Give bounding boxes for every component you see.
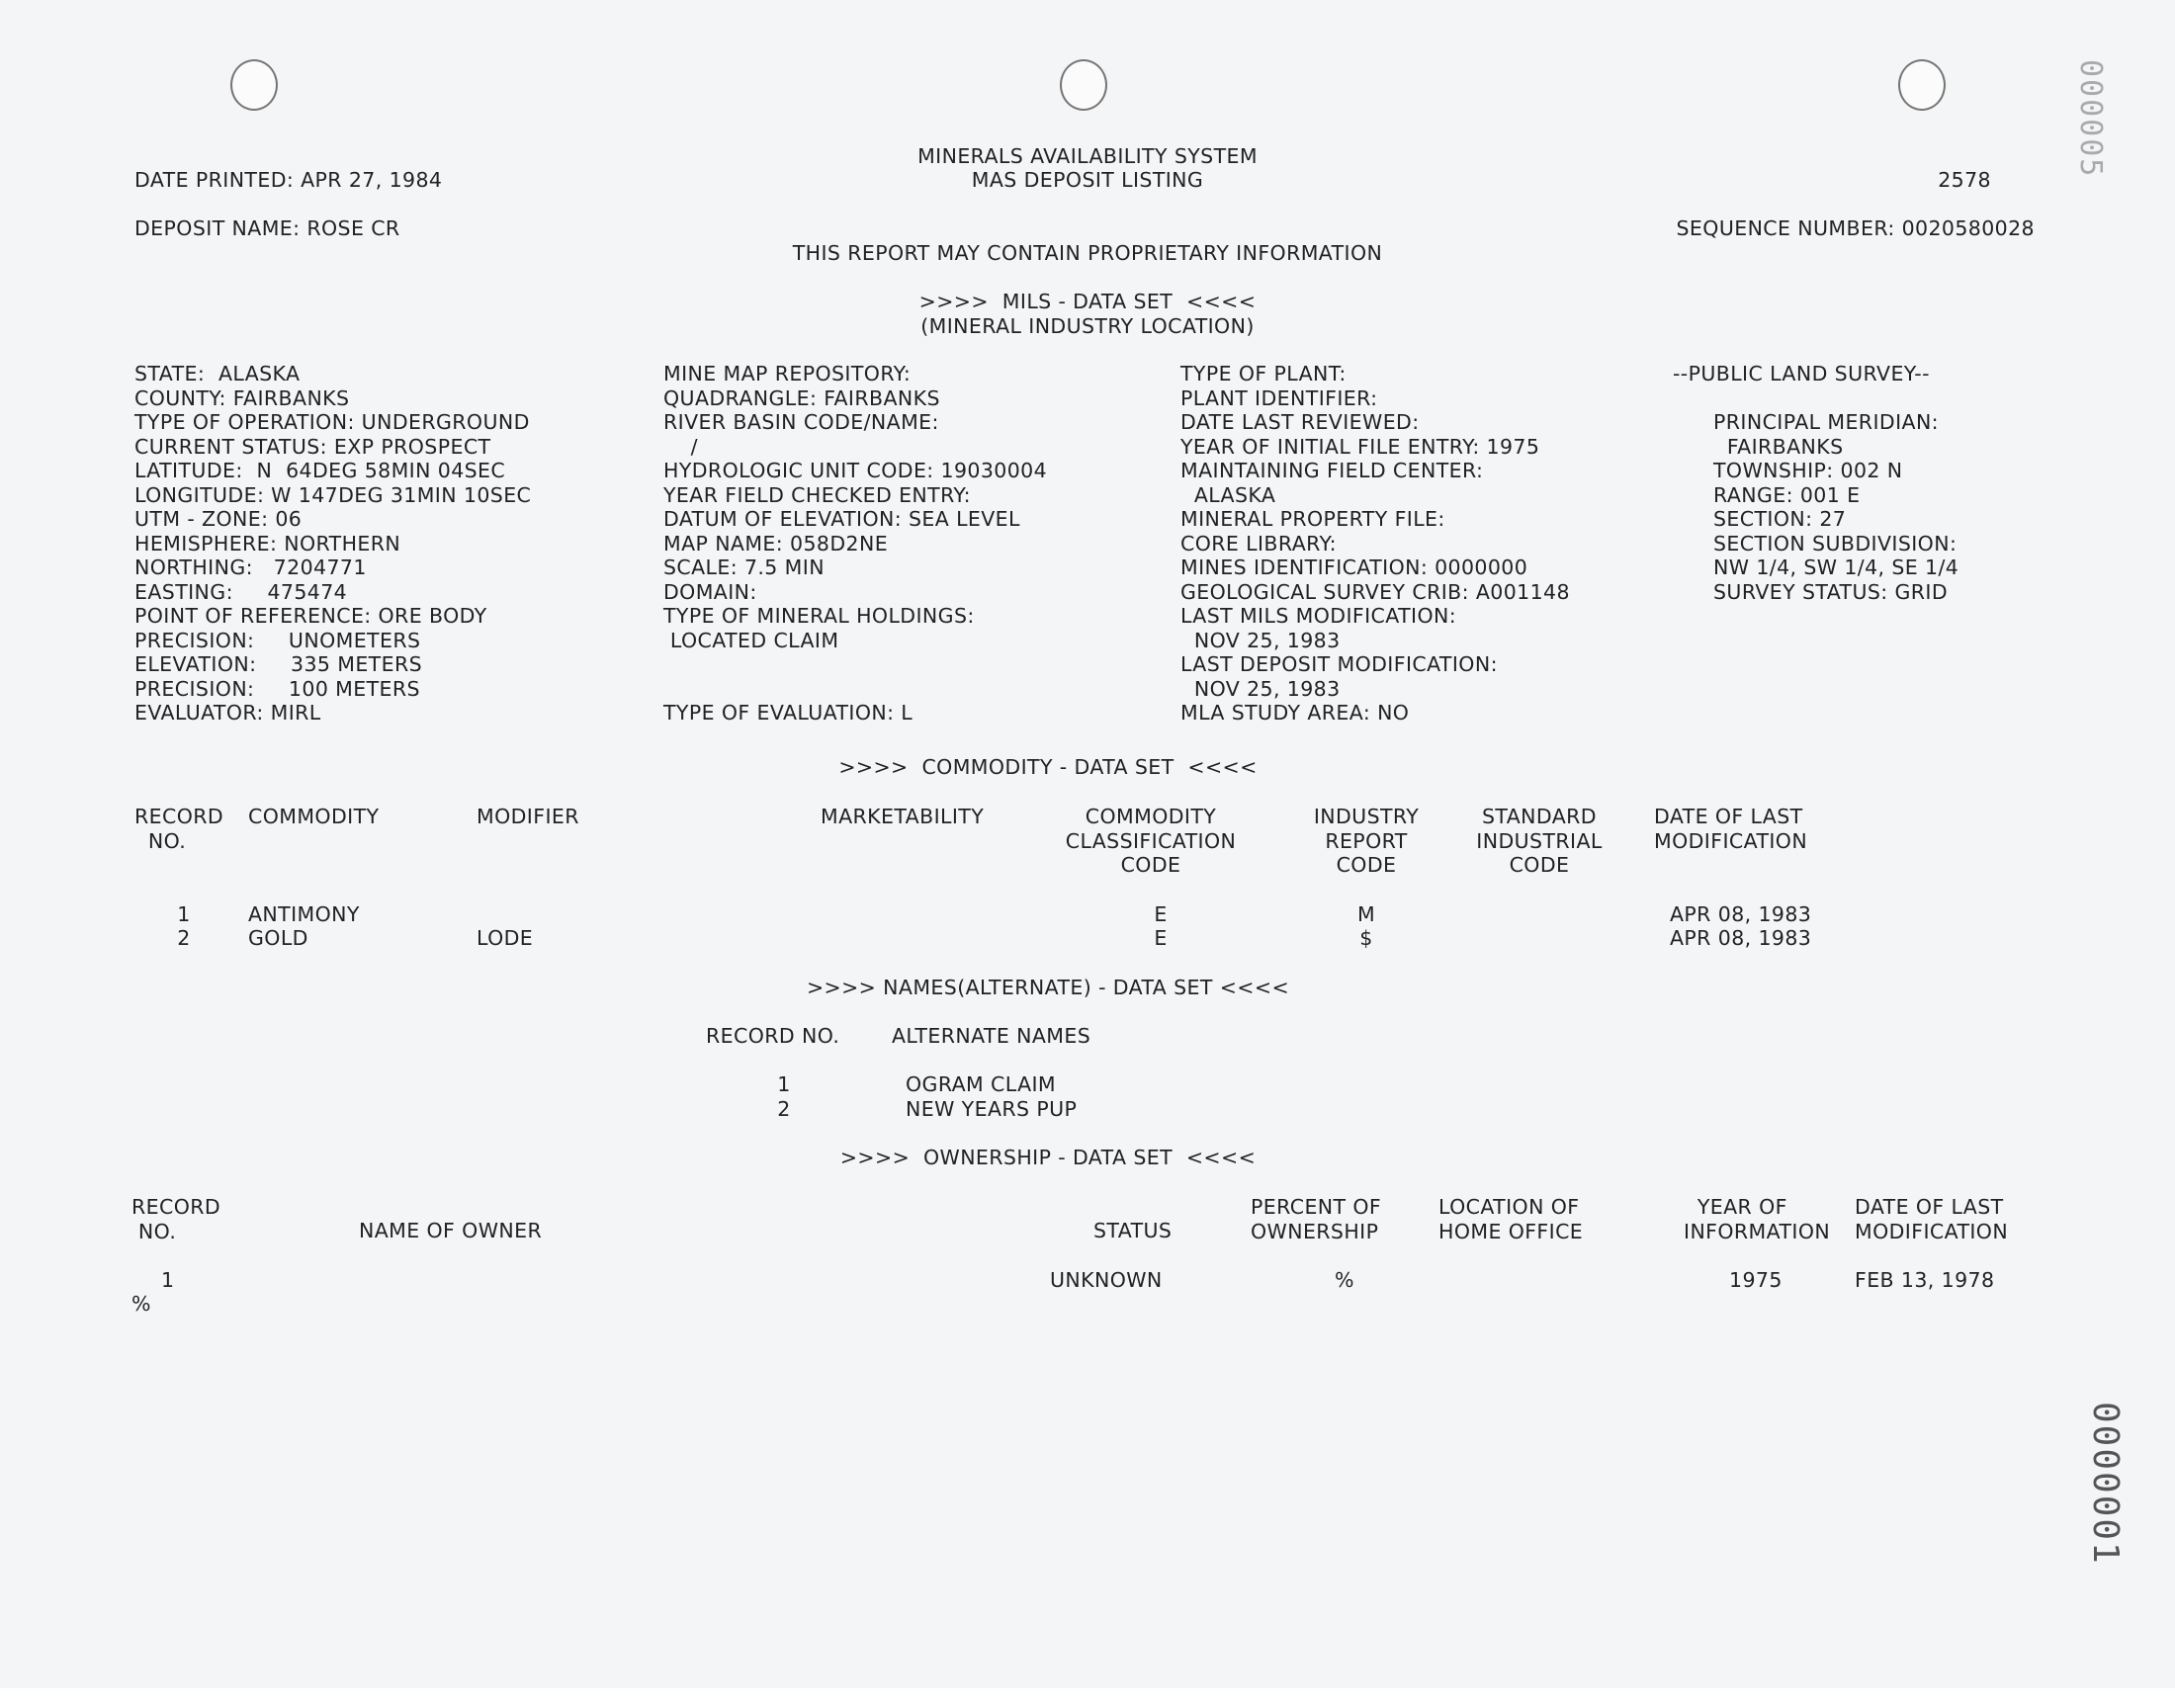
mils-field: DOMAIN: [663, 579, 757, 604]
mils-field: CORE LIBRARY: [1180, 531, 1337, 555]
mils-field: COUNTY: FAIRBANKS [134, 385, 350, 410]
commodity-title: >>>> COMMODITY - DATA SET <<<< [838, 755, 1258, 779]
public-land-survey-heading: --PUBLIC LAND SURVEY-- [1673, 362, 1930, 385]
mils-field: QUADRANGLE: FAIRBANKS [663, 385, 940, 410]
alternate-name: OGRAM CLAIM [906, 1072, 1057, 1096]
mils-field: ALASKA [1180, 482, 1276, 507]
ownership-header-status: STATUS [1093, 1219, 1173, 1242]
alternate-name: NEW YEARS PUP [906, 1097, 1078, 1121]
names-header-record: RECORD NO. [706, 1024, 840, 1048]
commodity-industry: M [1356, 902, 1376, 926]
mils-field: MINE MAP REPOSITORY: [663, 362, 912, 385]
page-number: 2578 [1938, 168, 1991, 192]
mils-field: SURVEY STATUS: GRID [1713, 579, 1949, 604]
mils-field: LATITUDE: N 64DEG 58MIN 04SEC [134, 459, 506, 482]
ownership-header-location: LOCATION OF HOME OFFICE [1438, 1195, 1584, 1243]
commodity-header-classification: COMMODITY CLASSIFICATION CODE [1065, 805, 1237, 877]
commodity-modifier: LODE [477, 926, 534, 950]
mils-field: MINES IDENTIFICATION: 0000000 [1180, 555, 1528, 579]
mils-field: NORTHING: 7204771 [134, 555, 367, 579]
names-header-names: ALTERNATE NAMES [892, 1024, 1091, 1048]
mils-field: LOCATED CLAIM [663, 628, 839, 652]
mils-field: PRECISION: UNOMETERS [134, 628, 421, 652]
mils-field: EVALUATOR: MIRL [134, 701, 321, 725]
names-title: >>>> NAMES(ALTERNATE) - DATA SET <<<< [806, 976, 1290, 999]
mils-field: PRINCIPAL MERIDIAN: [1713, 410, 1939, 434]
ownership-date: FEB 13, 1978 [1855, 1268, 1995, 1292]
punch-hole-center [1060, 59, 1107, 111]
mils-field: SECTION SUBDIVISION: [1713, 531, 1958, 555]
ownership-percent: % [1335, 1268, 1354, 1292]
commodity-header-record: RECORD NO. [134, 805, 224, 853]
mils-field: TYPE OF PLANT: [1180, 362, 1347, 385]
mils-field: NW 1/4, SW 1/4, SE 1/4 [1713, 555, 1959, 579]
ownership-header-date: DATE OF LAST MODIFICATION [1855, 1195, 2009, 1243]
ownership-header-year: YEAR OF INFORMATION [1684, 1195, 1831, 1243]
ownership-extra-percent: % [131, 1292, 151, 1316]
mils-field: DATUM OF ELEVATION: SEA LEVEL [663, 507, 1020, 531]
names-record-no: 1 [777, 1072, 791, 1096]
mils-field: PLANT IDENTIFIER: [1180, 385, 1378, 410]
ownership-header-percent: PERCENT OF OWNERSHIP [1251, 1195, 1382, 1243]
mils-field: MAP NAME: 058D2NE [663, 531, 889, 555]
commodity-record-no: 2 [177, 926, 191, 950]
mils-field: RIVER BASIN CODE/NAME: [663, 410, 939, 434]
mils-field: UTM - ZONE: 06 [134, 507, 303, 531]
date-printed: DATE PRINTED: APR 27, 1984 [134, 168, 443, 192]
mils-field: RANGE: 001 E [1713, 482, 1861, 507]
mils-field: MINERAL PROPERTY FILE: [1180, 507, 1445, 531]
mils-field: DATE LAST REVIEWED: [1180, 410, 1420, 434]
commodity-date: APR 08, 1983 [1670, 902, 1812, 926]
mils-field: YEAR FIELD CHECKED ENTRY: [663, 482, 971, 507]
mils-field: GEOLOGICAL SURVEY CRIB: A001148 [1180, 579, 1570, 604]
mils-title: >>>> MILS - DATA SET <<<< [918, 290, 1257, 313]
ownership-header-name: NAME OF OWNER [359, 1219, 543, 1242]
mils-field: LAST DEPOSIT MODIFICATION: [1180, 652, 1498, 676]
mils-field: EASTING: 475474 [134, 579, 348, 604]
mils-field: HYDROLOGIC UNIT CODE: 19030004 [663, 459, 1048, 482]
stamp-top-right: 000005 [2073, 59, 2108, 179]
commodity-date: APR 08, 1983 [1670, 926, 1812, 950]
ownership-title: >>>> OWNERSHIP - DATA SET <<<< [839, 1146, 1257, 1169]
listing-title: MAS DEPOSIT LISTING [971, 168, 1204, 192]
mils-field: ELEVATION: 335 METERS [134, 652, 423, 676]
sequence-number: SEQUENCE NUMBER: 0020580028 [1676, 216, 2035, 240]
mils-field: PRECISION: 100 METERS [134, 676, 420, 701]
mils-field: STATE: ALASKA [134, 362, 301, 385]
commodity-classification: E [1154, 902, 1168, 926]
page-edge [0, 1688, 2175, 1708]
ownership-status: UNKNOWN [1050, 1268, 1163, 1292]
mils-field: SECTION: 27 [1713, 507, 1847, 531]
mils-subtitle: (MINERAL INDUSTRY LOCATION) [920, 314, 1255, 338]
mils-field: TYPE OF EVALUATION: L [663, 701, 914, 725]
system-title: MINERALS AVAILABILITY SYSTEM [917, 144, 1258, 168]
ownership-header-record: RECORD NO. [131, 1195, 221, 1243]
names-record-no: 2 [777, 1097, 791, 1121]
mils-field: TYPE OF MINERAL HOLDINGS: [663, 604, 975, 628]
commodity-header-standard: STANDARD INDUSTRIAL CODE [1476, 805, 1603, 877]
mils-field: LAST MILS MODIFICATION: [1180, 604, 1457, 628]
mils-field: POINT OF REFERENCE: ORE BODY [134, 604, 487, 628]
mils-field: MLA STUDY AREA: NO [1180, 701, 1410, 725]
mils-field: FAIRBANKS [1713, 434, 1844, 459]
commodity-header-modifier: MODIFIER [477, 805, 579, 828]
proprietary-notice: THIS REPORT MAY CONTAIN PROPRIETARY INFORMATION [792, 241, 1383, 265]
mils-field: MAINTAINING FIELD CENTER: [1180, 459, 1484, 482]
punch-hole-left [230, 59, 278, 111]
mils-field: HEMISPHERE: NORTHERN [134, 531, 401, 555]
commodity-name: ANTIMONY [248, 902, 360, 926]
commodity-record-no: 1 [177, 902, 191, 926]
stamp-bottom-right: 0000001 [2085, 1402, 2126, 1566]
commodity-industry: $ [1359, 926, 1373, 950]
commodity-classification: E [1154, 926, 1168, 950]
mils-field: YEAR OF INITIAL FILE ENTRY: 1975 [1180, 434, 1540, 459]
deposit-name: DEPOSIT NAME: ROSE CR [134, 216, 400, 240]
punch-hole-right [1898, 59, 1946, 111]
commodity-header-industry: INDUSTRY REPORT CODE [1313, 805, 1420, 877]
ownership-year: 1975 [1729, 1268, 1783, 1292]
mils-field: SCALE: 7.5 MIN [663, 555, 825, 579]
mils-field: TOWNSHIP: 002 N [1713, 459, 1903, 482]
mils-field: TYPE OF OPERATION: UNDERGROUND [134, 410, 530, 434]
mils-field: CURRENT STATUS: EXP PROSPECT [134, 434, 491, 459]
mils-field: NOV 25, 1983 [1180, 676, 1341, 701]
mils-field: NOV 25, 1983 [1180, 628, 1341, 652]
commodity-name: GOLD [248, 926, 308, 950]
commodity-header-commodity: COMMODITY [248, 805, 380, 828]
mils-field: LONGITUDE: W 147DEG 31MIN 10SEC [134, 482, 532, 507]
commodity-header-date: DATE OF LAST MODIFICATION [1654, 805, 1808, 853]
mils-field: / [663, 434, 698, 459]
ownership-record-no: 1 [161, 1268, 175, 1292]
commodity-header-marketability: MARKETABILITY [821, 805, 985, 828]
